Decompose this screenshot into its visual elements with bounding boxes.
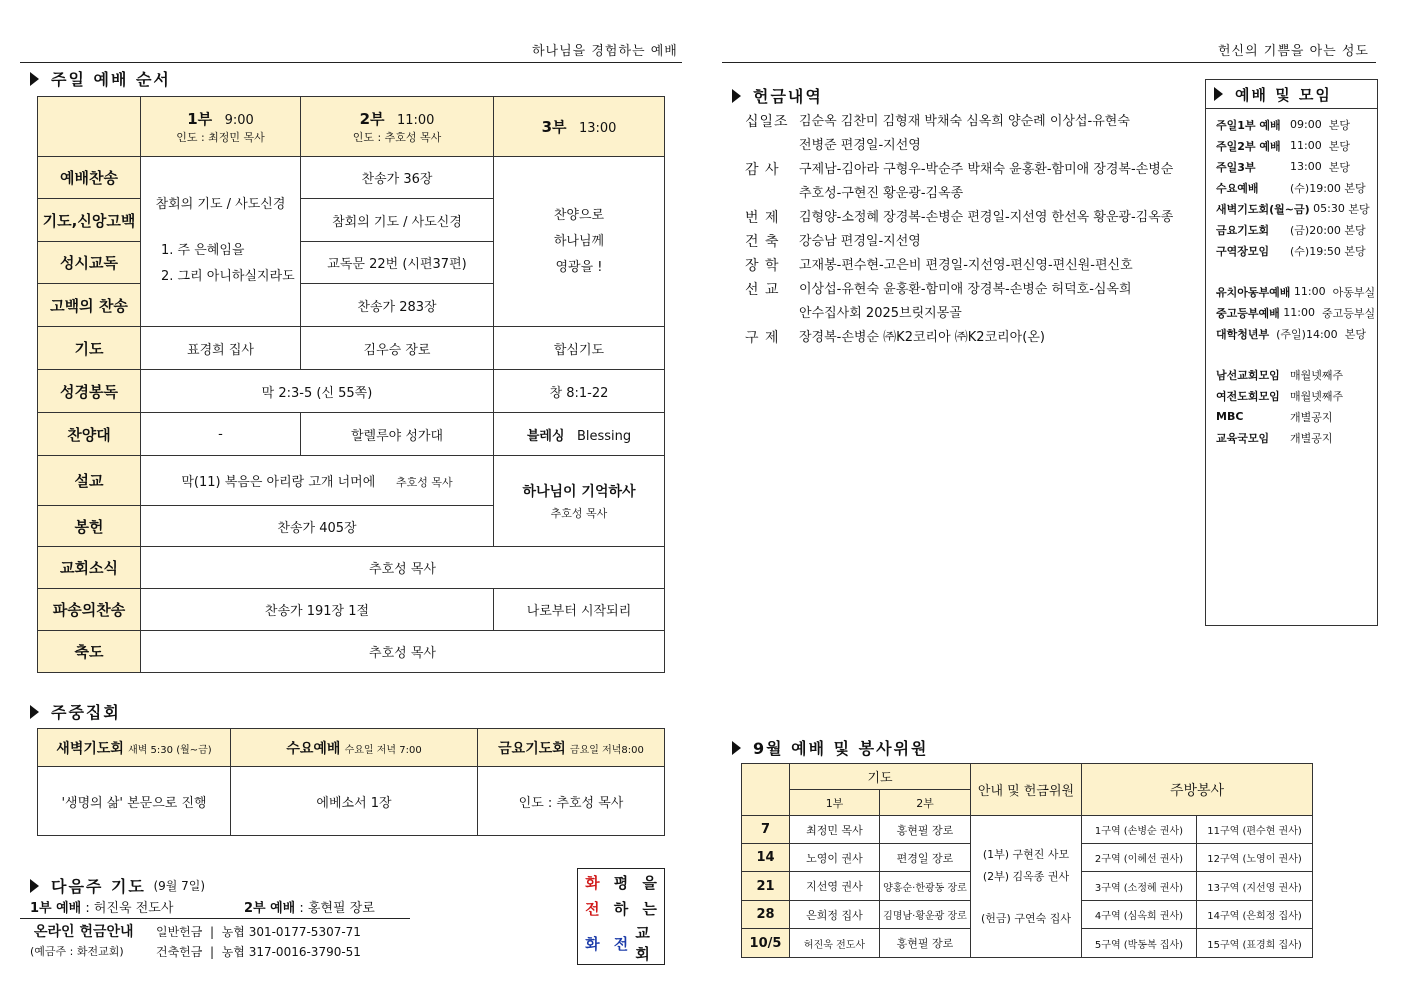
sep-prayer-2: 편경일 장로 — [880, 844, 971, 872]
schedule-item: 구역장모임 (수)19:50 본당 — [1216, 244, 1366, 258]
september-table — [741, 763, 1313, 958]
sep-kitchen: 13구역 (지선영 권사) — [1197, 872, 1313, 901]
row-label-sermon: 설교 — [38, 456, 141, 506]
offerings-section-title: 헌금내역 — [732, 84, 823, 107]
sep-prayer-1: 은희정 집사 — [790, 901, 880, 929]
online-title: 온라인 헌금안내 — [34, 924, 134, 940]
sep-prayer-1: 노영이 권사 — [790, 844, 880, 872]
weekly-friday-header: 금요기도회 금요일 저녁8:00 — [478, 729, 665, 767]
weekly-table — [37, 728, 665, 836]
row-label-news: 교회소식 — [38, 547, 141, 589]
sep-kitchen: 4구역 (심옥희 권사) — [1082, 901, 1197, 929]
triangle-bullet-icon — [732, 741, 741, 755]
service-1-header: 1부 9:00 인도 : 최정민 목사 — [141, 97, 301, 157]
next-prayer-second: 2부 예배 : 홍현필 장로 — [244, 901, 375, 916]
next-prayer-title: 다음주 기도 (9월 7일) — [30, 874, 205, 897]
service-12-scripture: 막 2:3-5 (신 55쪽) — [141, 370, 494, 413]
weekly-section-title: 주중집회 — [30, 700, 121, 723]
online-building: 건축헌금 | 농협 317-0016-3790-51 — [156, 945, 361, 959]
schedule-item: 유치아동부예배 11:00 아동부실 — [1216, 285, 1376, 299]
schedule-panel — [1205, 79, 1378, 626]
sep-prayer-2: 홍현필 장로 — [880, 816, 971, 844]
schedule-item: 주일3부 13:00 본당 — [1216, 160, 1350, 174]
service-2-hymn: 찬송가 36장 — [301, 157, 494, 199]
offering-row-relief: 구 제 장경복-손병순 ㈜K2코리아 ㈜K2코리아(온) — [745, 330, 1045, 346]
row-label-offering: 봉헌 — [38, 506, 141, 547]
service-2-prayer-confession: 참회의 기도 / 사도신경 — [301, 199, 494, 242]
online-general: 일반헌금 | 농협 301-0177-5307-71 — [156, 925, 361, 939]
schedule-item: 수요예배 (수)19:00 본당 — [1216, 181, 1366, 195]
service-2-choir: 할렐루야 성가대 — [301, 413, 494, 456]
service-3-choir: 블레싱 Blessing — [494, 413, 665, 456]
sep-prayer-1: 최정민 목사 — [790, 816, 880, 844]
offerings-list — [745, 110, 1173, 350]
worship-table — [37, 96, 665, 673]
row-label-sending-hymn: 파송의찬송 — [38, 589, 141, 631]
row-label-confession-hymn: 고백의 찬송 — [38, 284, 141, 327]
schedule-item: 새벽기도회(월~금) 05:30 본당 — [1216, 202, 1370, 216]
service-12-sermon: 막(11) 복음은 아리랑 고개 너머에 추호성 목사 — [141, 456, 494, 506]
row-label-benediction: 축도 — [38, 631, 141, 673]
service-3-scripture: 창 8:1-22 — [494, 370, 665, 413]
service-2-confession-hymn: 찬송가 283장 — [301, 284, 494, 327]
church-news: 추호성 목사 — [141, 547, 665, 589]
schedule-item: 대학청년부 (주일)14:00 본당 — [1216, 327, 1366, 341]
sep-kitchen: 5구역 (박동복 집사) — [1082, 929, 1197, 958]
offering-row-building: 건 축 강승남 편경일-지선영 — [745, 234, 921, 250]
weekly-friday-desc: 인도 : 추호성 목사 — [478, 767, 665, 836]
sep-date: 14 — [742, 844, 790, 872]
schedule-title: 예배 및 모임 — [1206, 80, 1377, 109]
header-rule-right — [722, 62, 1376, 63]
triangle-bullet-icon — [1214, 87, 1223, 101]
sep-date: 10/5 — [742, 929, 790, 958]
row-label-choir: 찬양대 — [38, 413, 141, 456]
header-left: 하나님을 경험하는 예배 — [532, 44, 678, 59]
sep-kitchen: 14구역 (은희정 집사) — [1197, 901, 1313, 929]
triangle-bullet-icon — [30, 879, 39, 893]
sep-corner — [742, 764, 790, 816]
sep-head-second: 2부 — [880, 790, 971, 816]
weekly-dawn-header: 새벽기도회 새벽 5:30 (월~금) — [38, 729, 231, 767]
service-2-header: 2부 11:00 인도 : 추호성 목사 — [301, 97, 494, 157]
service-2-prayer: 김우승 장로 — [301, 327, 494, 370]
offering-row-burnt: 번 제 김형양-소정혜 장경복-손병순 편경일-지선영 한선옥 황운광-김옥종 — [745, 210, 1174, 226]
sep-kitchen: 3구역 (소정혜 권사) — [1082, 872, 1197, 901]
row-label-scripture: 성경봉독 — [38, 370, 141, 413]
service-3-prayer: 합심기도 — [494, 327, 665, 370]
header-rule-left — [20, 62, 682, 63]
header-right: 헌신의 기쁨을 아는 성도 — [1218, 44, 1369, 59]
offering-row-tithe: 십일조 김순옥 김찬미 김형재 박채숙 심옥희 양순례 이상섭-유현숙 전병준 편경일-지선영 — [745, 114, 1130, 153]
sep-prayer-2: 홍현필 장로 — [880, 929, 971, 958]
sep-prayer-2: 양홍순·한광동 장로 — [880, 872, 971, 901]
service-2-catechism: 교독문 22번 (시편37편) — [301, 242, 494, 284]
service-1-choir: - — [141, 413, 301, 456]
triangle-bullet-icon — [732, 89, 741, 103]
service-3-praise: 찬양으로 하나님께 영광을 ! — [494, 157, 665, 327]
service-12-sending-hymn: 찬송가 191장 1절 — [141, 589, 494, 631]
schedule-item: 남선교회모임 매월넷째주 — [1216, 368, 1344, 382]
sep-date: 7 — [742, 816, 790, 844]
benediction: 추호성 목사 — [141, 631, 665, 673]
next-prayer-rule — [20, 918, 410, 919]
worship-section-title: 주일 예배 순서 — [30, 67, 171, 90]
row-label-prayer-confession: 기도,신앙고백 — [38, 199, 141, 242]
service-3-header: 3부 13:00 — [494, 97, 665, 157]
sep-head-usher: 안내 및 헌금위원 — [971, 764, 1082, 816]
sep-head-kitchen: 주방봉사 — [1082, 764, 1313, 816]
sep-kitchen: 11구역 (편수현 권사) — [1197, 816, 1313, 844]
schedule-item: 주일1부 예배 09:00 본당 — [1216, 118, 1350, 132]
sep-kitchen: 12구역 (노영이 권사) — [1197, 844, 1313, 872]
service-3-sermon: 하나님이 기억하사 추호성 목사 — [494, 456, 665, 547]
service-12-offering: 찬송가 405장 — [141, 506, 494, 547]
sep-prayer-1: 허진욱 전도사 — [790, 929, 880, 958]
offering-row-scholarship: 장 학 고재봉-편수현-고은비 편경일-지선영-편신영-편신원-편신호 — [745, 258, 1133, 274]
sep-date: 28 — [742, 901, 790, 929]
row-label-hymn: 예배찬송 — [38, 157, 141, 199]
schedule-item: 교육국모임 개별공지 — [1216, 431, 1333, 445]
schedule-item: MBC 개별공지 — [1216, 410, 1333, 424]
weekly-wednesday-desc: 에베소서 1장 — [231, 767, 478, 836]
service-1-prayer: 표경희 집사 — [141, 327, 301, 370]
schedule-item: 금요기도회 (금)20:00 본당 — [1216, 223, 1366, 237]
sep-ushers: (1부) 구현진 사모 (2부) 김옥종 권사 (헌금) 구연숙 집사 — [971, 816, 1082, 958]
september-section-title: 9월 예배 및 봉사위원 — [732, 736, 929, 759]
sep-kitchen: 15구역 (표경희 집사) — [1197, 929, 1313, 958]
sep-date: 21 — [742, 872, 790, 901]
sep-prayer-2: 김명남·황운광 장로 — [880, 901, 971, 929]
row-label-catechism: 성시교독 — [38, 242, 141, 284]
service-3-sending-hymn: 나로부터 시작되리 — [494, 589, 665, 631]
offering-row-mission: 선 교 이상섭-유현숙 윤홍환-함미애 장경복-손병순 허덕호-심옥희 안수집사회 2025브릿지몽골 — [745, 282, 1132, 321]
next-prayer-first: 1부 예배 : 허진욱 전도사 — [30, 901, 174, 916]
schedule-item: 주일2부 예배 11:00 본당 — [1216, 139, 1350, 153]
church-seal: 화 평 을 전 하 는 화 전 교회 — [577, 868, 665, 965]
sep-prayer-1: 지선영 권사 — [790, 872, 880, 901]
triangle-bullet-icon — [30, 705, 39, 719]
offering-row-thanks: 감 사 구제남-김아라 구형우-박순주 박채숙 윤홍환-함미애 장경복-손병순 추호성-구현진 황운광-김옥종 — [745, 162, 1174, 201]
service-1-opening-block: 참회의 기도 / 사도신경 1. 주 은혜임을 2. 그리 아니하실지라도 — [141, 157, 301, 327]
schedule-item: 여전도회모임 매월넷째주 — [1216, 389, 1344, 403]
triangle-bullet-icon — [30, 72, 39, 86]
weekly-wednesday-header: 수요예배 수요일 저녁 7:00 — [231, 729, 478, 767]
sep-head-prayer: 기도 — [790, 764, 971, 790]
online-holder: (예금주 : 화전교회) — [30, 945, 124, 958]
row-label-prayer: 기도 — [38, 327, 141, 370]
weekly-dawn-desc: '생명의 삶' 본문으로 진행 — [38, 767, 231, 836]
schedule-item: 중고등부예배 11:00 중고등부실 — [1216, 306, 1376, 320]
sep-head-first: 1부 — [790, 790, 880, 816]
sep-kitchen: 2구역 (이혜선 권사) — [1082, 844, 1197, 872]
sep-kitchen: 1구역 (손병순 권사) — [1082, 816, 1197, 844]
corner-cell — [38, 97, 141, 157]
